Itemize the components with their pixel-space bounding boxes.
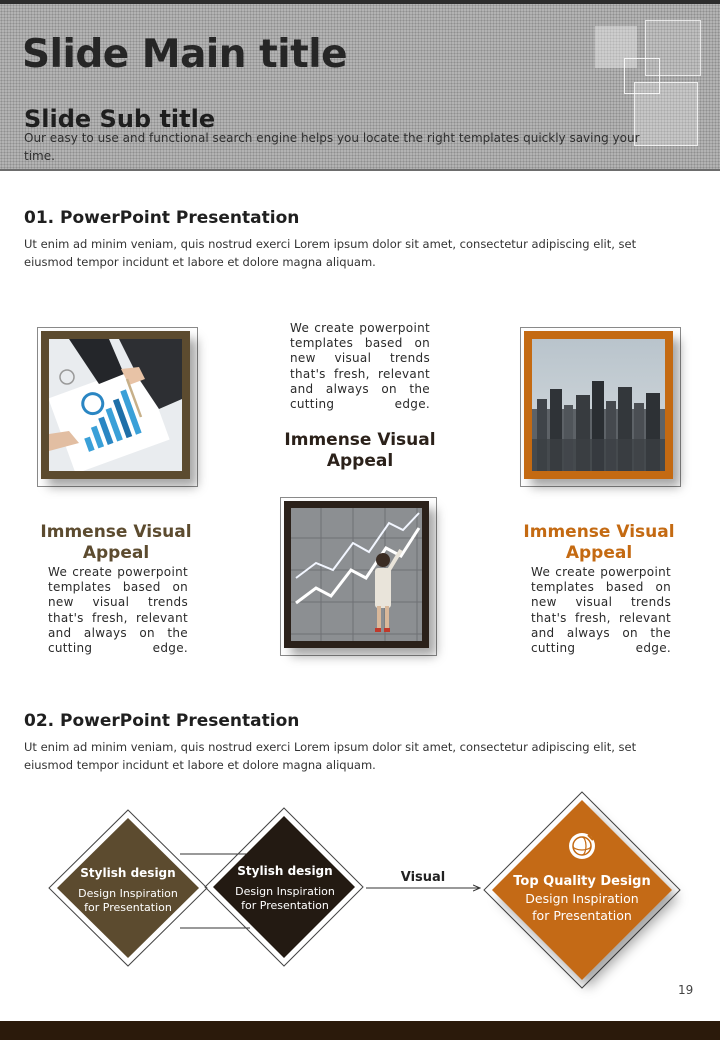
photo-frame	[284, 501, 429, 648]
section-1-body: Ut enim ad minim veniam, quis nostrud exerci Lorem ipsum dolor sit amet, consectetur adipiscing elit, set eiusmod tempor incidunt et labore et dolore magna aliquam.	[24, 237, 637, 269]
card-3-text: We create powerpoint templates based on new visual trends that's fresh, relevant and always on the cutting edge.	[531, 565, 671, 656]
card-2-text: We create powerpoint templates based on new visual trends that's fresh, relevant and always on the cutting edge.	[290, 321, 430, 412]
slide-sub-title: Slide Sub title	[24, 105, 216, 133]
photo-frame	[41, 331, 190, 479]
card-2-title: Immense Visual Appeal	[284, 430, 436, 471]
diamond-3-title: Top Quality Design	[513, 874, 651, 889]
card-1-title: Immense Visual Appeal	[40, 522, 192, 563]
card-3-title: Immense Visual Appeal	[523, 522, 675, 563]
diamond-stylish-design-2	[205, 808, 363, 966]
section-2-heading: 02. PowerPoint Presentation	[24, 711, 300, 731]
diamond-1-title: Stylish design	[80, 866, 176, 880]
section-1-heading: 01. PowerPoint Presentation	[24, 208, 300, 228]
diamond-3-line1: Design Inspiration	[525, 891, 639, 906]
slide-header	[0, 0, 720, 171]
footer-bar	[0, 1021, 720, 1040]
header-description: Our easy to use and functional search engine helps you locate the right templates quickly saving your time.	[24, 131, 640, 163]
photo-frame	[524, 331, 673, 479]
city-skyline-photo	[532, 339, 665, 471]
diamond-2-line1: Design Inspiration	[235, 885, 335, 898]
diamond-2-line2: for Presentation	[241, 899, 329, 912]
diamond-1-line2: for Presentation	[84, 901, 172, 914]
section-2-body: Ut enim ad minim veniam, quis nostrud exerci Lorem ipsum dolor sit amet, consectetur adipiscing elit, set eiusmod tempor incidunt et labore et dolore magna aliquam.	[24, 740, 637, 772]
slide-main-title: Slide Main title	[22, 32, 348, 77]
chalk-arrow-photo	[291, 508, 422, 641]
process-diagram	[0, 780, 720, 1000]
diamond-3-line2: for Presentation	[532, 908, 632, 923]
diamond-1-line1: Design Inspiration	[78, 887, 178, 900]
arrow-label: Visual	[400, 870, 446, 885]
business-chart-photo	[49, 339, 182, 471]
globe-icon	[569, 833, 595, 859]
page-number: 19	[678, 983, 694, 997]
diamond-2-title: Stylish design	[237, 864, 333, 878]
diamond-top-quality-design	[484, 792, 680, 988]
diamond-stylish-design-1	[49, 810, 207, 966]
card-1-text: We create powerpoint templates based on new visual trends that's fresh, relevant and always on the cutting edge.	[48, 565, 188, 656]
